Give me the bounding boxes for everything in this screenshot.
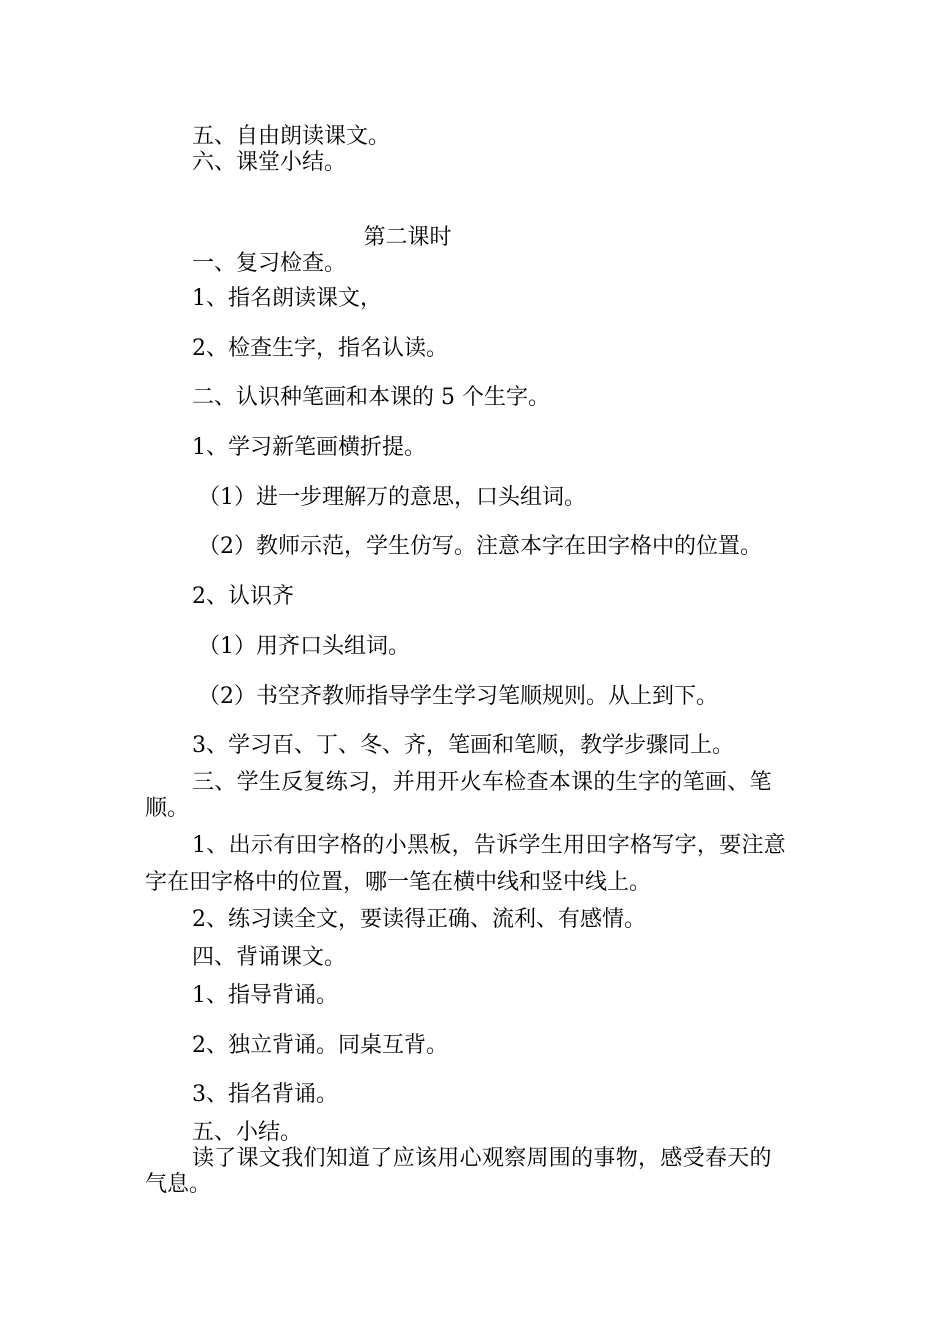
practice-item-2: 2、练习读全文，要读得正确、流利、有感情。 — [192, 907, 646, 932]
conclusion-text-cont: 气息。 — [145, 1172, 212, 1197]
section-read-aloud: 五、自由朗读课文。 — [192, 124, 391, 149]
strokes-sub-2: （2）教师示范，学生仿写。注意本字在田字格中的位置。 — [198, 534, 762, 559]
practice-item-1: 1、出示有田字格的小黑板，告诉学生用田字格写字，要注意 — [192, 833, 787, 858]
strokes-item-2: 2、认识齐 — [192, 584, 294, 609]
strokes-sub-3: （1）用齐口头组词。 — [198, 634, 410, 659]
review-item-2: 2、检查生字，指名认读。 — [192, 336, 448, 361]
section-recite: 四、背诵课文。 — [192, 945, 347, 970]
recite-item-2: 2、独立背诵。同桌互背。 — [192, 1033, 448, 1058]
review-item-1: 1、指名朗读课文， — [192, 286, 382, 311]
strokes-item-1: 1、学习新笔画横折提。 — [192, 435, 426, 460]
recite-item-1: 1、指导背诵。 — [192, 983, 338, 1008]
strokes-item-3: 3、学习百、丁、冬、齐，笔画和笔顺，教学步骤同上。 — [192, 733, 734, 758]
section-practice-cont: 顺。 — [145, 796, 190, 821]
strokes-sub-4: （2）书空齐教师指导学生学习笔顺规则。从上到下。 — [198, 684, 718, 709]
section-practice: 三、学生反复练习，并用开火车检查本课的生字的笔画、笔 — [192, 770, 772, 795]
strokes-sub-1: （1）进一步理解万的意思，口头组词。 — [198, 485, 586, 510]
section-review: 一、复习检查。 — [192, 251, 347, 276]
conclusion-text: 读了课文我们知道了应该用心观察周围的事物，感受春天的 — [192, 1146, 772, 1171]
practice-item-1-cont: 字在田字格中的位置，哪一笔在横中线和竖中线上。 — [145, 870, 652, 895]
lesson-heading: 第二课时 — [363, 225, 452, 250]
section-summary: 六、课堂小结。 — [192, 150, 347, 175]
section-conclusion: 五、小结。 — [192, 1120, 303, 1145]
section-strokes: 二、认识种笔画和本课的 5 个生字。 — [192, 385, 550, 410]
recite-item-3: 3、指名背诵。 — [192, 1082, 338, 1107]
